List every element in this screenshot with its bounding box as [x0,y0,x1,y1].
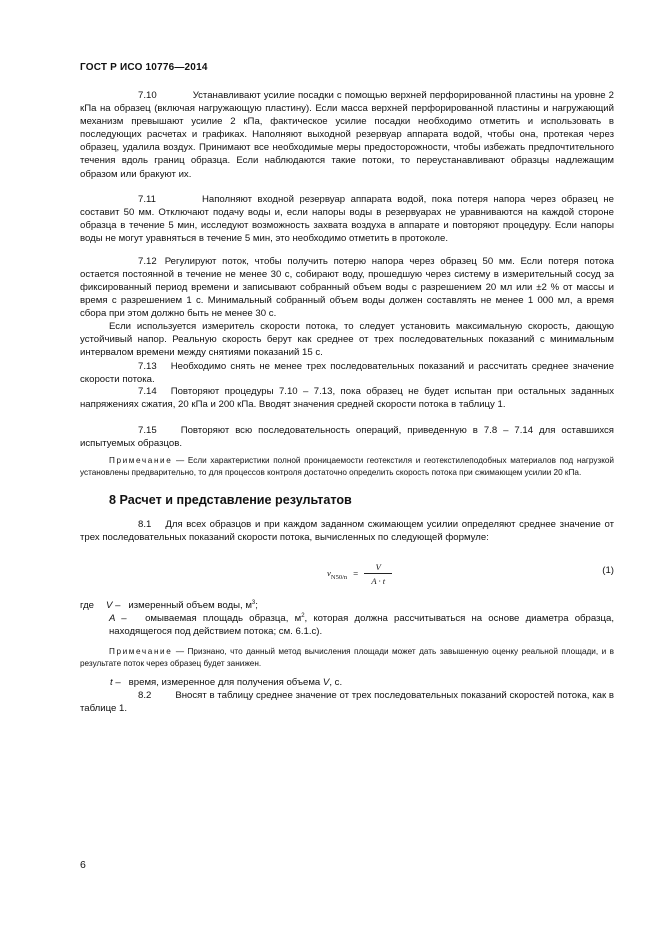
paragraph-7-10 [80,89,614,181]
document-header: ГОСТ Р ИСО 10776—2014 [80,62,208,73]
clause-text: Наполняют входной резервуар аппарата водой, пока потеря напора через образец не составит 50 мм. Отключают подачу воды и, если напоры воды в резервуарах не уравниваются на каждой стороне образца в течение 5 мин, исследуют возможность захвата воздуха в аппарате и повторяют процедуру. Если напоры воды не могут уравняться в течение 5 мин, это необходимо отметить в протоколе. [80,194,614,245]
clause-text: Регулируют поток, чтобы получить потерю напора через образец 50 мм. Если потеря потока остается постоянной в течение не менее 30 с, собирают воду, прошедшую через систему в измерительный сосуд за фиксированный период времени и записывают собранный объем воды с разрешением 20 мл или ±2 % от массы и время с разрешением 1 с. Минимальный собранный объем воды должен составлять не менее 1 000 мл, а время сбора при этом должно быть не менее 30 с. [80,256,614,320]
clause-text: Необходимо снять не менее трех последовательных показаний и рассчитать среднее значение скорости потока. [80,361,614,386]
where-intro: где [80,600,95,611]
paragraph-8-2 [80,689,614,715]
formula-fraction [364,562,392,586]
note-label: Примечание [109,647,173,656]
note-block [80,455,614,478]
paragraph-8-1 [80,518,614,544]
clause-text: Для всех образцов и при каждом заданном сжимающем усилии определяют среднее значение от трех последовательных показаний скорости потока, вычисленных по следующей формуле: [80,519,614,544]
formula-row [80,562,614,590]
page-number: 6 [80,859,86,871]
clause-text: Повторяют всю последовательность операций, приведенную в 7.8 – 7.14 для оставшихся испытуемых образцов. [80,425,614,450]
clause-number: 7.13 [138,361,157,372]
clause-number: 8.1 [138,519,152,530]
where-v: V – измеренный объем воды, $м^3$; [106,599,258,611]
clause-number: 8.2 [138,690,152,701]
clause-number: 7.14 [138,386,157,397]
paragraph-7-14 [80,385,614,411]
note-text: — Если характеристики полной проницаемости геотекстиля и геотекстилеподобных материалов под нагрузкой установлены предварительно, то для процессов контроля достаточно определить скорость потока при сжимающем усилии 20 кПа. [80,456,614,477]
equation-number: (1) [602,565,614,576]
clause-number: 7.12 [138,256,157,267]
clause-number: 7.15 [138,425,157,436]
paragraph-flow-meter [80,320,614,359]
clause-text: Если используется измеритель скорости потока, то следует установить максимальную скорость, дающую устойчивый напор. Реальную скорость берут как среднее от трех последовательных показаний с минимальным интервалом времени между снятиями показаний 15 с. [80,321,614,359]
paragraph-7-11 [80,193,614,245]
paragraph-7-15 [80,424,614,450]
section-heading: 8 Расчет и представление результатов [109,493,352,507]
note-text: — Признано, что данный метод вычисления площади может дать завышенную оценку реальной площади, и в результате поток через образец будет занижен. [80,647,614,668]
formula-denominator: A · t [371,576,386,586]
clause-number: 7.11 [138,194,156,205]
formula-numerator: V [375,562,381,572]
paragraph-7-12 [80,255,614,320]
formula-equals: = [353,569,359,579]
flow-rate-formula [327,562,392,586]
clause-text: Повторяют процедуры 7.10 – 7.13, пока образец не будет испытан при остальных заданных напряжениях сжатия, 20 кПа и 200 кПа. Вводят значения средней скорости потока в таблицу 1. [80,386,614,411]
note-block-2 [80,646,614,669]
paragraph-7-13 [80,360,614,386]
clause-text: Устанавливают усилие посадки с помощью верхней перфорированной пластины на уровне 2 кПа на образец (включая нагружающую пластину). Если масса верхней перфорированной пластины и нагружающий механизм превышают усилие 2 кПа, фактическое усилие посадки необходимо отметить и использовать в последующих расчетах и графиках. Наполняют выходной резервуар аппарата водой, чтобы она, протекая через образец, удалила воздух. Принимают все необходимые меры предосторожности, чтобы избежать предпочтительного течения вдоль границ образца. Если наблюдаются такие потоки, то переустанавливают образцы надлежащим образом или бракуют их. [80,90,614,180]
formula-lhs: $v_{N50/n}$ [327,567,348,581]
clause-text: Вносят в таблицу среднее значение от трех последовательных показаний скоростей потока, как в таблице 1. [80,690,614,715]
where-a: A – омываемая площадь образца, $м^2$, которая должна рассчитываться на основе диаметра образца, находящегося под действием потока; см. 6.1.c). [109,612,614,637]
where-t: t – время, измеренное для получения объема V, с. [110,677,343,688]
clause-number: 7.10 [138,90,157,101]
note-label: Примечание [109,456,173,465]
